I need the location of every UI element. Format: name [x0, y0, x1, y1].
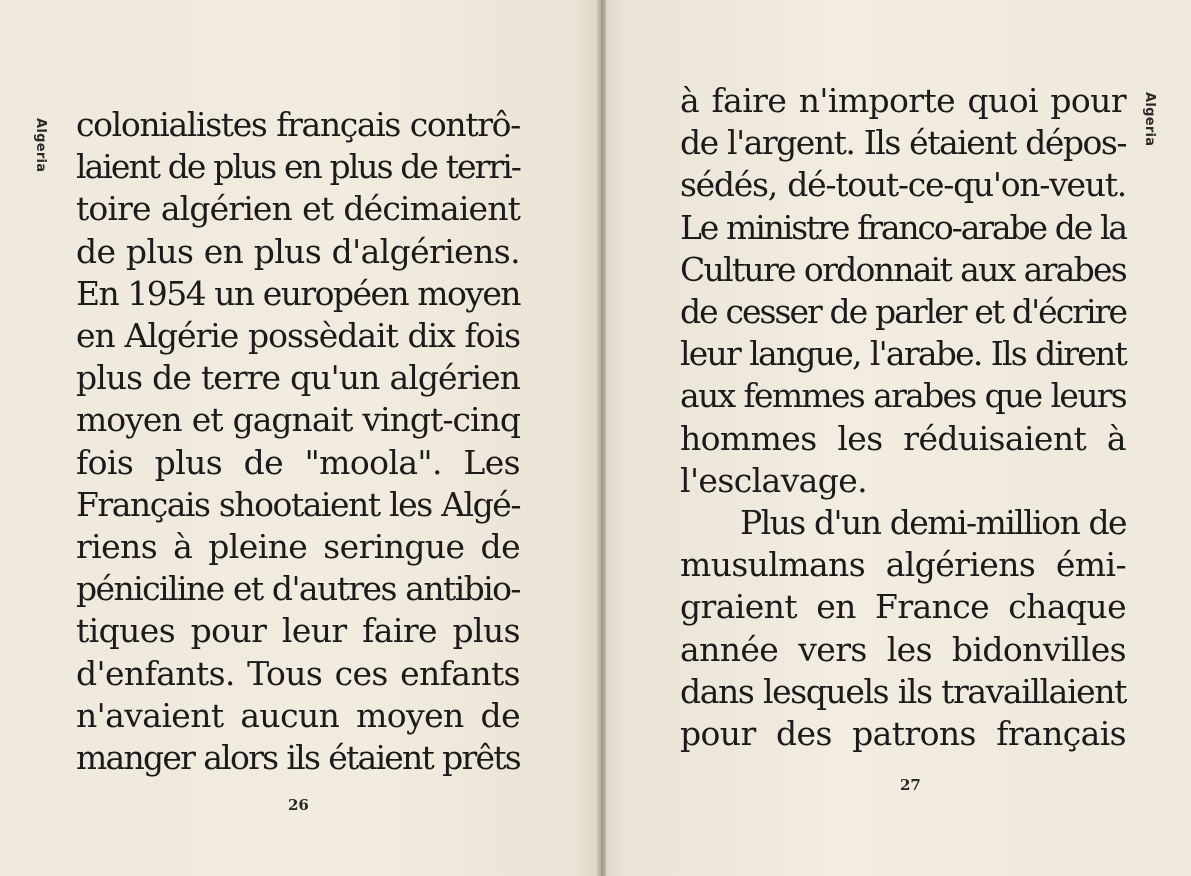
- text-line: plus de terre qu'un algérien: [76, 358, 520, 398]
- text-line: sédés, dé-tout-ce-qu'on-veut.: [680, 165, 1126, 205]
- left-page-text: [76, 104, 520, 779]
- text-line: riens à pleine seringue de: [76, 527, 520, 567]
- text-line: aux femmes arabes que leurs: [680, 376, 1126, 416]
- text-line: graient en France chaque: [680, 587, 1126, 627]
- right-running-head: Algeria: [1142, 92, 1157, 147]
- text-line: Culture ordonnait aux arabes: [680, 249, 1126, 289]
- text-line: année vers les bidonvilles: [680, 629, 1126, 669]
- text-line: toire algérien et décimaient: [76, 189, 520, 229]
- text-line: péniciline et d'autres antibio-: [76, 569, 520, 609]
- text-line: n'avaient aucun moyen de: [76, 695, 520, 735]
- text-line: de l'argent. Ils étaient dépos-: [680, 123, 1126, 163]
- left-page-number: 26: [288, 796, 309, 814]
- text-line: colonialistes français contrô-: [76, 105, 520, 144]
- text-line: Le ministre franco-arabe de la: [680, 207, 1126, 247]
- book-gutter: [597, 0, 606, 876]
- text-line: hommes les réduisaient à: [680, 418, 1126, 458]
- right-page-text: [680, 80, 1126, 755]
- text-line: manger alors ils étaient prêts: [76, 738, 520, 778]
- right-page-number: 27: [900, 776, 921, 794]
- text-line: fois plus de "moola". Les: [76, 442, 520, 482]
- text-line: de plus en plus d'algériens.: [76, 231, 520, 271]
- text-line: dans lesquels ils travaillaient: [680, 671, 1126, 711]
- text-line: moyen et gagnait vingt-cinq: [76, 400, 520, 440]
- text-line: pour des patrons français: [680, 714, 1126, 754]
- text-line: Plus d'un demi-million de: [740, 503, 1126, 543]
- text-line: tiques pour leur faire plus: [76, 611, 520, 651]
- text-line: l'esclavage.: [680, 460, 868, 500]
- text-line: en Algérie possèdait dix fois: [76, 316, 520, 356]
- text-line: laient de plus en plus de terri-: [76, 147, 520, 187]
- text-line: musulmans algériens émi-: [680, 545, 1126, 585]
- text-line: de cesser de parler et d'écrire: [680, 292, 1126, 332]
- left-running-head: Algeria: [33, 118, 48, 173]
- text-line: à faire n'importe quoi pour: [680, 81, 1126, 120]
- text-line: d'enfants. Tous ces enfants: [76, 653, 520, 693]
- text-line: Français shootaient les Algé-: [76, 484, 520, 524]
- text-line: leur langue, l'arabe. Ils dirent: [680, 334, 1126, 374]
- text-line: En 1954 un européen moyen: [76, 273, 520, 313]
